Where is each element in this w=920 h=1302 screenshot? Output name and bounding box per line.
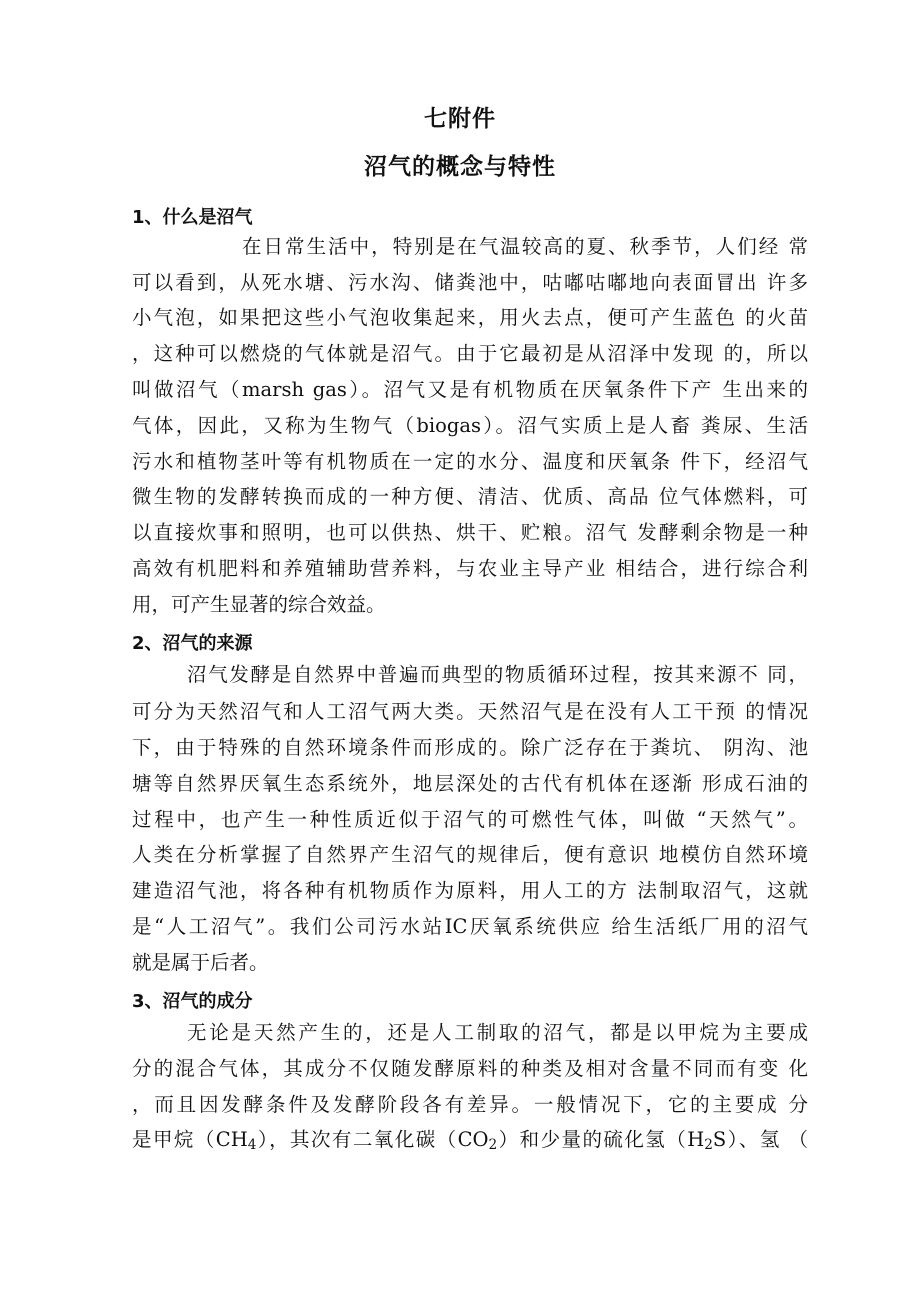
paragraph-line: 建造沼气池，将各种有机物质作为原料，用人工的方 法制取沼气，这就: [132, 879, 808, 902]
formula-methane: $CH_4$: [215, 1128, 257, 1153]
paragraph-line: 下，由于特殊的自然环境条件而形成的。除广泛存在于粪坑、 阴沟、池: [132, 736, 808, 759]
formula-line: [132, 1125, 808, 1155]
paragraph-line: 无论是天然产生的，还是人工制取的沼气，都是以甲烷为主要成: [187, 1021, 808, 1044]
text-fragment: 是甲烷（: [132, 1128, 216, 1151]
paragraph-line: 可分为天然沼气和人工沼气两大类。天然沼气是在没有人工干预 的情况: [132, 700, 808, 723]
text-fragment: ），其次有二氧化碳（: [256, 1128, 458, 1151]
paragraph-line: 小气泡，如果把这些小气泡收集起来，用火去点，便可产生蓝色 的火苗: [132, 306, 808, 329]
paragraph-line: 叫做沼气（marsh gas）。沼气又是有机物质在厌氧条件下产 生出来的: [132, 378, 808, 401]
section-3-heading: 3、沼气的成分: [132, 991, 253, 1012]
paragraph-line: ，而且因发酵条件及发酵阶段各有差异。一般情况下，它的主要成 分: [132, 1093, 808, 1116]
paragraph-line: 分的混合气体，其成分不仅随发酵原料的种类及相对含量不同而有变 化: [132, 1057, 808, 1080]
paragraph-line: 在日常生活中，特别是在气温较高的夏、秋季节，人们经 常: [242, 235, 808, 258]
text-fragment: ）和少量的硫化氢（: [497, 1128, 688, 1151]
formula-carbon-dioxide: $CO_2$: [457, 1128, 498, 1153]
document-subtitle: 沼气的概念与特性: [364, 154, 556, 180]
paragraph-line: 气体，因此，又称为生物气（biogas）。沼气实质上是人畜 粪尿、生活: [132, 414, 808, 437]
paragraph-line: 以直接炊事和照明，也可以供热、烘干、贮粮。沼气 发酵剩余物是一种: [132, 521, 808, 544]
paragraph-line: 沼气发酵是自然界中普遍而典型的物质循环过程，按其来源不 同，: [187, 663, 808, 686]
paragraph-line: 微生物的发酵转换而成的一种方便、清洁、优质、高品 位气体燃料，可: [132, 485, 808, 508]
formula-hydrogen-sulfide: $H_2S$: [687, 1128, 727, 1153]
paragraph-line: 高效有机肥料和养殖辅助营养料，与农业主导产业 相结合，进行综合利: [132, 557, 808, 580]
paragraph-line: 可以看到，从死水塘、污水沟、储粪池中，咕嘟咕嘟地向表面冒出 许多: [132, 271, 808, 294]
section-2-heading: 2、沼气的来源: [132, 633, 253, 654]
paragraph-line: 人类在分析掌握了自然界产生沼气的规律后，便有意识 地模仿自然环境: [132, 843, 808, 866]
paragraph-line: 是“人工沼气”。我们公司污水站IC厌氧系统供应 给生活纸厂用的沼气: [132, 915, 808, 938]
document-title: 七附件: [424, 106, 496, 132]
paragraph-line: 污水和植物茎叶等有机物质在一定的水分、温度和厌氧条 件下，经沼气: [132, 450, 808, 473]
section-1-heading: 1、什么是沼气: [132, 207, 253, 228]
paragraph-line: ，这种可以燃烧的气体就是沼气。由于它最初是从沼泽中发现 的，所以: [132, 342, 808, 365]
text-fragment: ）、氢 （: [726, 1128, 808, 1151]
paragraph-line: 用，可产生显著的综合效益。: [132, 593, 386, 616]
paragraph-line: 塘等自然界厌氧生态系统外，地层深处的古代有机体在逐渐 形成石油的: [132, 772, 808, 795]
paragraph-line: 过程中，也产生一种性质近似于沼气的可燃性气体，叫做 “天然气”。: [132, 808, 808, 831]
paragraph-line: 就是属于后者。: [132, 951, 269, 974]
